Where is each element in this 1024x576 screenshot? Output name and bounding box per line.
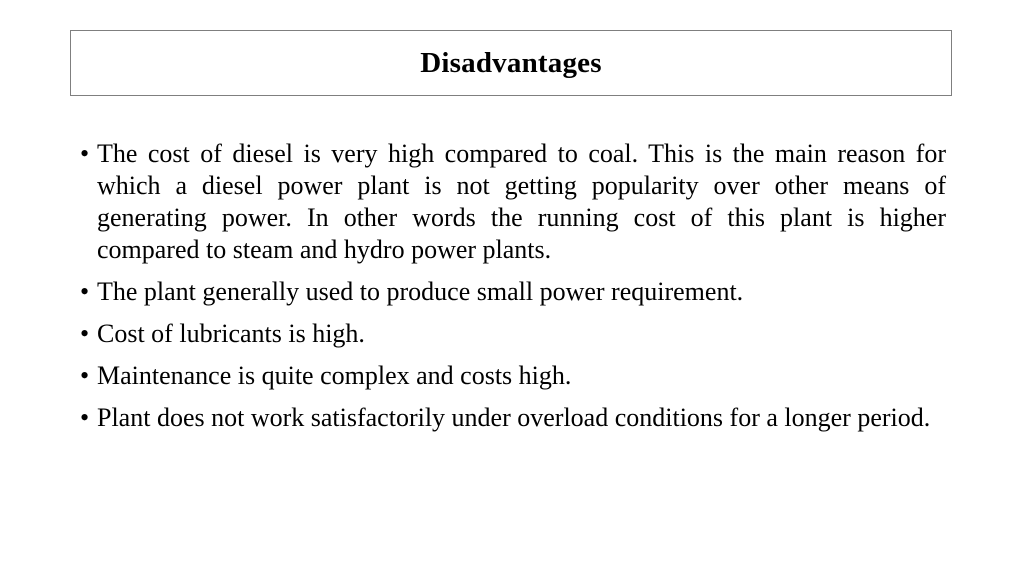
bullet-item <box>70 276 946 308</box>
slide-title: Disadvantages <box>420 46 602 79</box>
bullet-text: Maintenance is quite complex and costs high. <box>97 361 572 390</box>
bullet-dot-icon: • <box>79 277 90 306</box>
bullet-text: The plant generally used to produce small power requirement. <box>97 277 744 306</box>
title-box <box>70 30 952 96</box>
bullet-list <box>70 138 946 444</box>
bullet-dot-icon: • <box>79 403 90 432</box>
bullet-text: Cost of lubricants is high. <box>97 319 365 348</box>
bullet-item <box>70 318 946 350</box>
bullet-text: The cost of diesel is very high compared to coal. This is the main reason for which a diesel power plant is not getting popularity over other means of generating power. In other words the running cost of this plant is higher compared to steam and hydro power plants. <box>97 139 946 264</box>
bullet-dot-icon: • <box>79 319 90 348</box>
bullet-text: Plant does not work satisfactorily under overload conditions for a longer period. <box>97 403 931 432</box>
bullet-dot-icon: • <box>79 139 90 168</box>
bullet-item <box>70 138 946 266</box>
bullet-dot-icon: • <box>79 361 90 390</box>
bullet-item <box>70 402 946 434</box>
bullet-item <box>70 360 946 392</box>
